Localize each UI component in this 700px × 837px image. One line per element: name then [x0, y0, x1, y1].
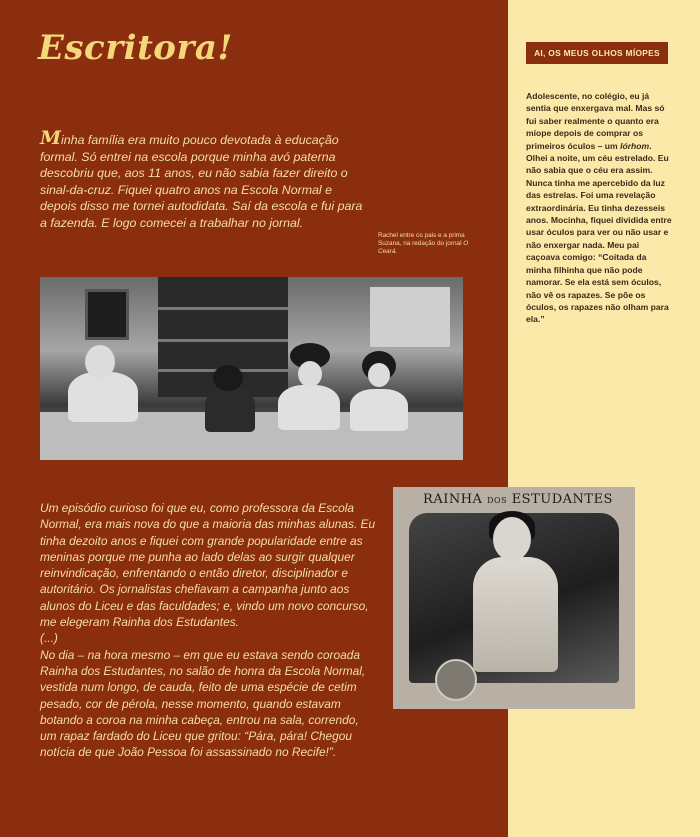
drop-cap: M — [40, 127, 62, 149]
banner-word-3: ESTUDANTES — [511, 492, 613, 507]
cousin-face — [368, 363, 390, 387]
father-figure — [68, 372, 138, 422]
story-paragraph-1: Um episódio curioso foi que eu, como professora da Escola Normal, era mais nova do que a maioria das minhas alunas. Eu tinha dezoito anos e fiquei com grande popularidade entre as meninas porque me punha ao lado delas ao surgir qualquer reinvindicação, enfrentando o então diretor, disciplinador e autoritário. Os jornalistas chefiavam a campanha junto aos alunos do Liceu e das faculdades; e, vindo um novo concurso, me elegeram Rainha dos Estudantes. — [40, 501, 376, 630]
photo-caption — [378, 232, 478, 256]
mother-hat — [213, 365, 243, 391]
sidebar-header: AI, OS MEUS OLHOS MÍOPES — [526, 42, 668, 64]
cousin-figure — [350, 389, 408, 431]
window — [370, 287, 450, 347]
shelf-divider — [158, 339, 288, 342]
shelf-divider — [158, 307, 288, 310]
student-queen-photo — [393, 487, 635, 709]
photo-banner — [423, 489, 613, 511]
father-face — [85, 345, 115, 379]
rachel-face — [298, 361, 322, 387]
queen-face — [493, 517, 531, 561]
medallion-icon — [435, 659, 477, 701]
sidebar-text — [526, 90, 674, 326]
sidebar-text-italic: lórhom — [620, 140, 650, 151]
caption-source: O Ceará. — [378, 240, 469, 255]
sidebar-text-part-2: . Olhei a noite, um céu estrelado. Eu não sabia que o céu era assim. Nunca tinha me apercebido da luz das estrelas. Foi uma revelação extraordinária. Eu tinha dezesseis anos. Mocinha, fiquei dividida entre usar óculos para ver ou não usar e não enxergar nada. Meu pai caçoava comigo: “Coitada da minha filhinha que não pode namorar. Se ela está sem óculos, não vê os rapazes. Se põe os óculos, os rapazes não olham para ela.” — [526, 140, 672, 325]
caption-text: Rachel entre os pais e a prima Suzana, na redação do jornal — [378, 232, 465, 247]
family-newsroom-photo — [40, 277, 463, 460]
rachel-figure — [278, 385, 340, 430]
intro-paragraph — [40, 127, 370, 231]
mother-figure — [205, 387, 255, 432]
queen-dress — [473, 557, 558, 672]
story-paragraph-2: No dia – na hora mesmo – em que eu estava sendo coroada Rainha dos Estudantes, no salão de honra da Escola Normal, vestida num longo, de cauda, feito de uma espécie de cetim pesado, cor de pérola, nesse momento, quando estavam botando a coroa na minha cabeça, entrou na sala, correndo, um rapaz fardado do Liceu que gritou: “Pára, pára! Chegou notícia de que João Pessoa foi assassinado no Recife!”. — [40, 647, 366, 760]
page-title: Escritora! — [38, 28, 233, 68]
sidebar-text-part-1: Adolescente, no colégio, eu já sentia que enxergava mal. Mas só fui saber realmente o quanto era míope depois de comprar os primeiros óculos – um — [526, 91, 665, 151]
wall-portrait — [85, 289, 129, 340]
story-ellipsis: (...) — [40, 631, 58, 646]
banner-word-1: RAINHA — [423, 492, 483, 507]
banner-word-2: DOS — [487, 496, 508, 505]
intro-text: inha família era muito pouco devotada à educação formal. Só entrei na escola porque minha avó paterna descobriu que, aos 11 anos, eu não sabia fazer direito o sinal-da-cruz. Fiquei quatro anos na Escola Normal e depois disso me tornei autodidata. Saí da escola e fui para a fazenda. E logo comecei a trabalhar no jornal. — [40, 133, 363, 230]
story-text — [40, 500, 378, 761]
